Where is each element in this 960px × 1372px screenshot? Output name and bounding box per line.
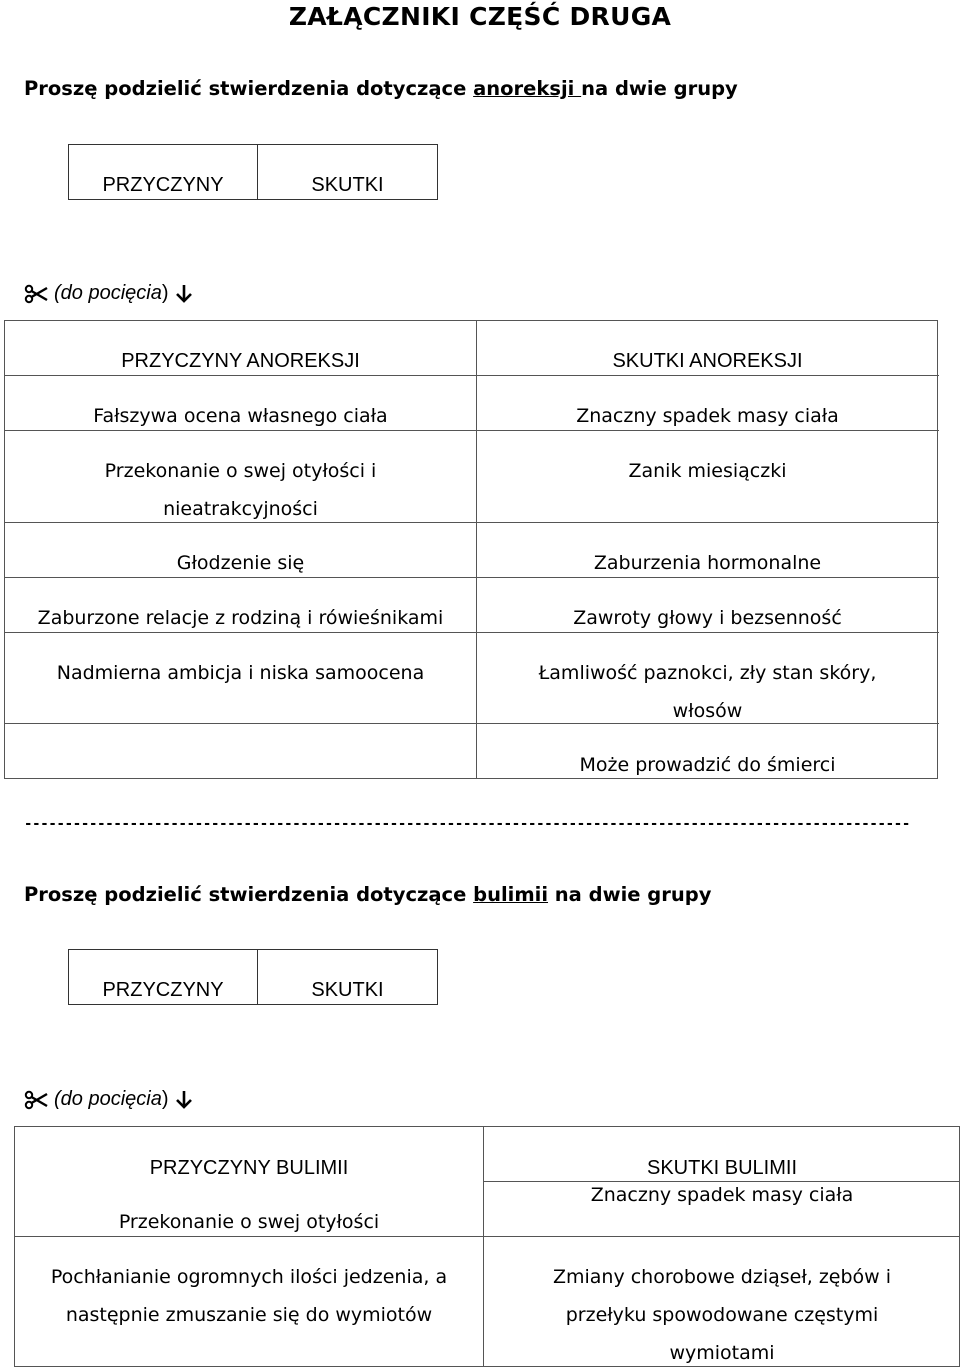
effect-item-cont: włosów (672, 700, 743, 722)
cut-label: (do pocięcia (54, 282, 162, 304)
separator-line: ------------------------------------------------------------------------------------------------------------- (24, 816, 911, 832)
scissors-icon (24, 1090, 48, 1110)
cut-table-anorexia (4, 320, 938, 779)
header-causes: PRZYCZYNY (102, 174, 224, 196)
cause-item: Przekonanie o swej otyłości (118, 1211, 380, 1233)
effects-title: SKUTKI ANOREKSJI (612, 350, 803, 372)
cause-item: Fałszywa ocena własnego ciała (93, 405, 388, 427)
cause-item: Nadmierna ambicja i niska samoocena (56, 662, 425, 684)
arrow-down-icon (175, 1090, 193, 1110)
effect-item: Znaczny spadek masy ciała (590, 1184, 854, 1206)
cut-label: (do pocięcia (54, 1088, 162, 1110)
effect-item-cont: przełyku spowodowane częstymi (565, 1304, 879, 1326)
cause-item: Głodzenie się (176, 552, 305, 574)
cause-item-cont: następnie zmuszanie się do wymiotów (65, 1304, 433, 1326)
instruction-anorexia (24, 77, 738, 100)
instruction-keyword: bulimii (473, 883, 549, 906)
instruction-text-end: na dwie grupy (581, 77, 738, 100)
instruction-text: Proszę podzielić stwierdzenia dotyczące (24, 77, 474, 100)
cause-item: Pochłanianie ogromnych ilości jedzenia, a (50, 1266, 448, 1288)
cut-line-label-1 (24, 282, 193, 305)
cause-item-cont: nieatrakcyjności (163, 498, 318, 520)
effects-title: SKUTKI BULIMII (646, 1157, 798, 1179)
arrow-down-icon (175, 284, 193, 304)
answer-header-anorexia (68, 144, 438, 200)
cut-line-label-2 (24, 1088, 193, 1111)
effect-item: Zanik miesiączki (628, 460, 787, 482)
effect-item: Zmiany chorobowe dziąseł, zębów i (552, 1266, 892, 1288)
effect-item: Zawroty głowy i bezsenność (573, 607, 842, 629)
cut-table-bulimia (14, 1126, 960, 1367)
page-title: ZAŁĄCZNIKI CZĘŚĆ DRUGA (288, 2, 672, 31)
answer-header-bulimia (68, 949, 438, 1005)
instruction-bulimia (24, 883, 711, 906)
cut-label-close: ) (161, 282, 169, 304)
scissors-icon (24, 284, 48, 304)
effect-item: Łamliwość paznokci, zły stan skóry, (538, 662, 877, 684)
cause-item: Przekonanie o swej otyłości i (104, 460, 377, 482)
instruction-keyword: anoreksji (473, 77, 582, 100)
instruction-text: Proszę podzielić stwierdzenia dotyczące (24, 883, 474, 906)
instruction-text-end: na dwie grupy (548, 883, 712, 906)
causes-title: PRZYCZYNY ANOREKSJI (121, 350, 360, 372)
effect-item: Może prowadzić do śmierci (579, 754, 836, 776)
effect-item-cont: wymiotami (669, 1342, 775, 1364)
effect-item: Zaburzenia hormonalne (593, 552, 822, 574)
causes-title: PRZYCZYNY BULIMII (149, 1157, 349, 1179)
header-effects: SKUTKI (257, 950, 437, 1004)
effect-item: Znaczny spadek masy ciała (576, 405, 839, 427)
header-causes: PRZYCZYNY (102, 979, 224, 1001)
cause-item: Zaburzone relacje z rodziną i rówieśnikami (37, 607, 444, 629)
cut-label-close: ) (161, 1088, 169, 1110)
header-effects: SKUTKI (257, 145, 437, 199)
